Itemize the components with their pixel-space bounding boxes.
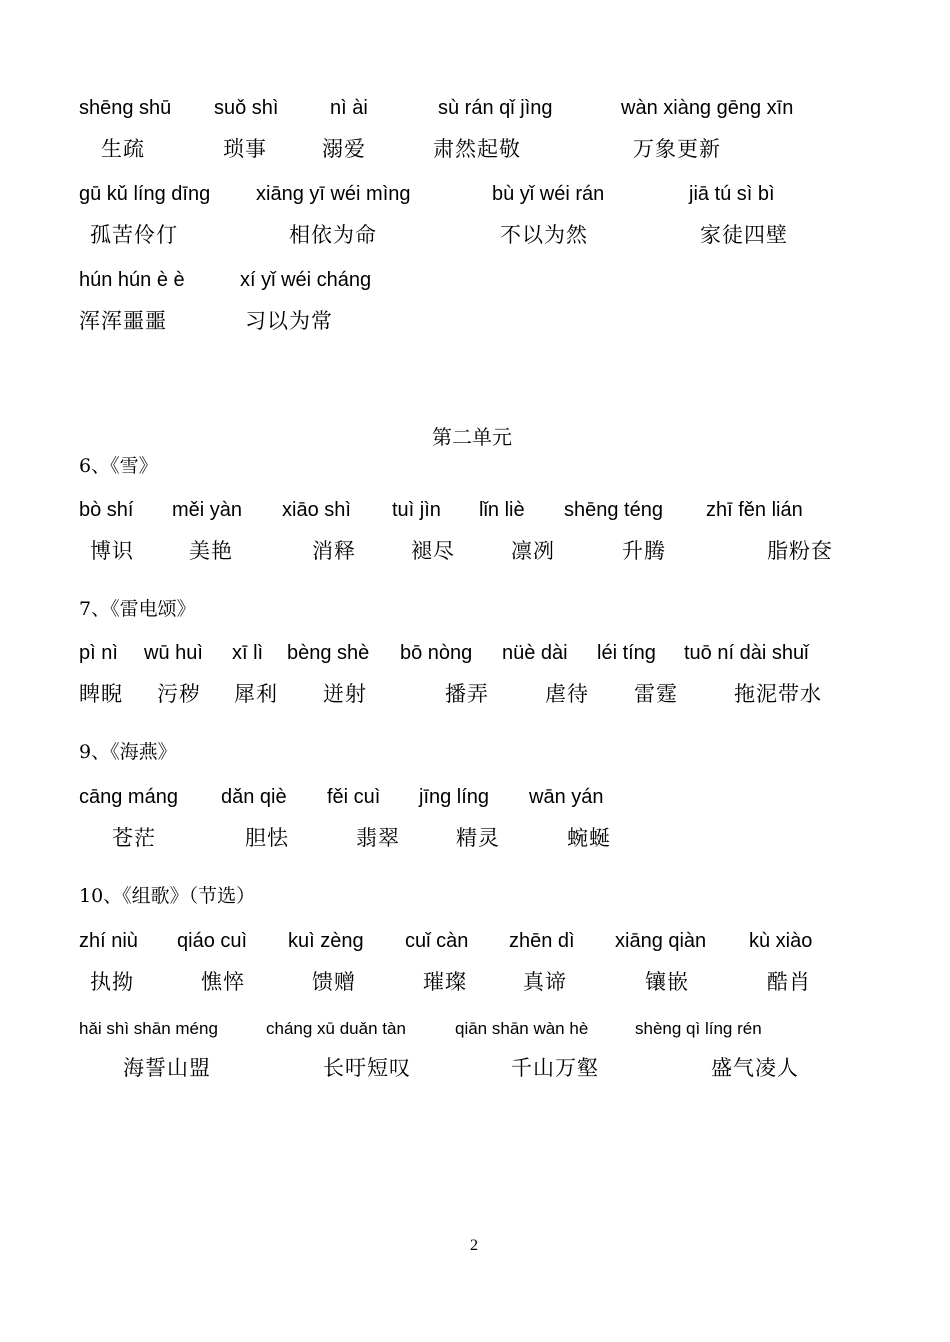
pinyin-word: xiāng yī wéi mìng xyxy=(256,183,411,205)
page-number: 2 xyxy=(470,1237,478,1254)
hanzi-word: 千山万壑 xyxy=(511,1056,599,1080)
pinyin-word: hǎi shì shān méng xyxy=(79,1019,218,1038)
pinyin-word: zhí niù xyxy=(79,930,138,952)
hanzi-word: 拖泥带水 xyxy=(734,682,822,706)
hanzi-word: 睥睨 xyxy=(79,682,123,706)
pinyin-word: xiāng qiàn xyxy=(615,930,707,952)
hanzi-word: 虐待 xyxy=(545,682,589,706)
pinyin-word: dǎn qiè xyxy=(221,786,287,808)
hanzi-word: 憔悴 xyxy=(201,970,245,994)
lesson-heading: 9、《海燕》 xyxy=(79,741,177,763)
hanzi-word: 苍茫 xyxy=(112,826,156,850)
hanzi-word: 真谛 xyxy=(523,970,567,994)
hanzi-word: 璀璨 xyxy=(423,970,467,994)
hanzi-word: 执拗 xyxy=(90,970,134,994)
hanzi-word: 翡翠 xyxy=(356,826,400,850)
pinyin-word: shēng téng xyxy=(564,499,663,521)
pinyin-word: qiān shān wàn hè xyxy=(455,1019,589,1038)
hanzi-word: 不以为然 xyxy=(500,223,588,247)
pinyin-word: cuǐ càn xyxy=(405,930,469,952)
hanzi-word: 相依为命 xyxy=(289,223,377,247)
pinyin-word: cāng máng xyxy=(79,786,178,808)
pinyin-word: pì nì xyxy=(79,642,118,664)
hanzi-word: 雷霆 xyxy=(634,682,678,706)
hanzi-word: 酷肖 xyxy=(767,970,811,994)
hanzi-word: 习以为常 xyxy=(245,309,333,333)
hanzi-word: 迸射 xyxy=(323,682,367,706)
pinyin-word: cháng xū duǎn tàn xyxy=(266,1019,406,1038)
pinyin-word: jiā tú sì bì xyxy=(689,183,775,205)
hanzi-word: 盛气凌人 xyxy=(711,1056,799,1080)
pinyin-word: sù rán qǐ jìng xyxy=(438,97,553,119)
pinyin-word: zhēn dì xyxy=(509,930,575,952)
pinyin-word: gū kǔ líng dīng xyxy=(79,183,211,205)
hanzi-word: 琐事 xyxy=(223,137,267,161)
pinyin-word: bèng shè xyxy=(287,642,370,664)
pinyin-word: wàn xiàng gēng xīn xyxy=(621,97,794,119)
pinyin-word: hún hún è è xyxy=(79,269,185,291)
hanzi-word: 升腾 xyxy=(622,539,666,563)
hanzi-word: 精灵 xyxy=(456,826,500,850)
hanzi-word: 犀利 xyxy=(234,682,278,706)
pinyin-word: fěi cuì xyxy=(327,786,381,808)
hanzi-word: 污秽 xyxy=(157,682,201,706)
hanzi-word: 生疏 xyxy=(101,137,145,161)
pinyin-word: bò shí xyxy=(79,499,134,521)
hanzi-word: 肃然起敬 xyxy=(433,137,521,161)
pinyin-word: tuō ní dài shuǐ xyxy=(684,642,809,664)
hanzi-word: 镶嵌 xyxy=(645,970,689,994)
hanzi-word: 浑浑噩噩 xyxy=(79,309,167,333)
pinyin-word: xí yǐ wéi cháng xyxy=(240,269,372,291)
pinyin-word: shēng shū xyxy=(79,97,172,119)
pinyin-word: léi tíng xyxy=(597,642,656,664)
hanzi-word: 孤苦伶仃 xyxy=(90,223,178,247)
pinyin-word: jīng líng xyxy=(419,786,490,808)
pinyin-word: měi yàn xyxy=(172,499,243,521)
pinyin-word: zhī fěn lián xyxy=(706,499,803,521)
lesson-heading: 7、《雷电颂》 xyxy=(79,598,196,620)
hanzi-word: 长吁短叹 xyxy=(323,1056,411,1080)
hanzi-word: 消释 xyxy=(312,539,356,563)
pinyin-word: nì ài xyxy=(330,97,368,119)
pinyin-word: bō nòng xyxy=(400,642,473,664)
pinyin-word: shèng qì líng rén xyxy=(635,1019,762,1038)
pinyin-word: wū huì xyxy=(144,642,203,664)
hanzi-word: 凛冽 xyxy=(511,539,555,563)
lesson-heading: 10、《组歌》（节选） xyxy=(79,885,256,907)
pinyin-word: kuì zèng xyxy=(288,930,364,952)
pinyin-word: lǐn liè xyxy=(479,499,525,521)
pinyin-word: xī lì xyxy=(232,642,264,664)
hanzi-word: 褪尽 xyxy=(411,539,455,563)
hanzi-word: 美艳 xyxy=(189,539,233,563)
hanzi-word: 万象更新 xyxy=(633,137,721,161)
pinyin-word: nüè dài xyxy=(502,642,568,664)
lesson-heading: 6、《雪》 xyxy=(79,455,158,477)
pinyin-word: suǒ shì xyxy=(214,97,279,119)
pinyin-word: qiáo cuì xyxy=(177,930,248,952)
pinyin-word: kù xiào xyxy=(749,930,813,952)
hanzi-word: 家徒四壁 xyxy=(700,223,788,247)
hanzi-word: 博识 xyxy=(90,539,134,563)
hanzi-word: 蜿蜒 xyxy=(567,826,611,850)
hanzi-word: 馈赠 xyxy=(312,970,356,994)
hanzi-word: 脂粉奁 xyxy=(767,539,833,563)
hanzi-word: 溺爱 xyxy=(322,137,366,161)
hanzi-word: 海誓山盟 xyxy=(123,1056,211,1080)
unit-title: 第二单元 xyxy=(432,425,512,449)
pinyin-word: wān yán xyxy=(529,786,604,808)
pinyin-word: bù yǐ wéi rán xyxy=(492,183,605,205)
hanzi-word: 播弄 xyxy=(445,682,489,706)
pinyin-word: xiāo shì xyxy=(282,499,351,521)
pinyin-word: tuì jìn xyxy=(392,499,441,521)
hanzi-word: 胆怯 xyxy=(245,826,289,850)
